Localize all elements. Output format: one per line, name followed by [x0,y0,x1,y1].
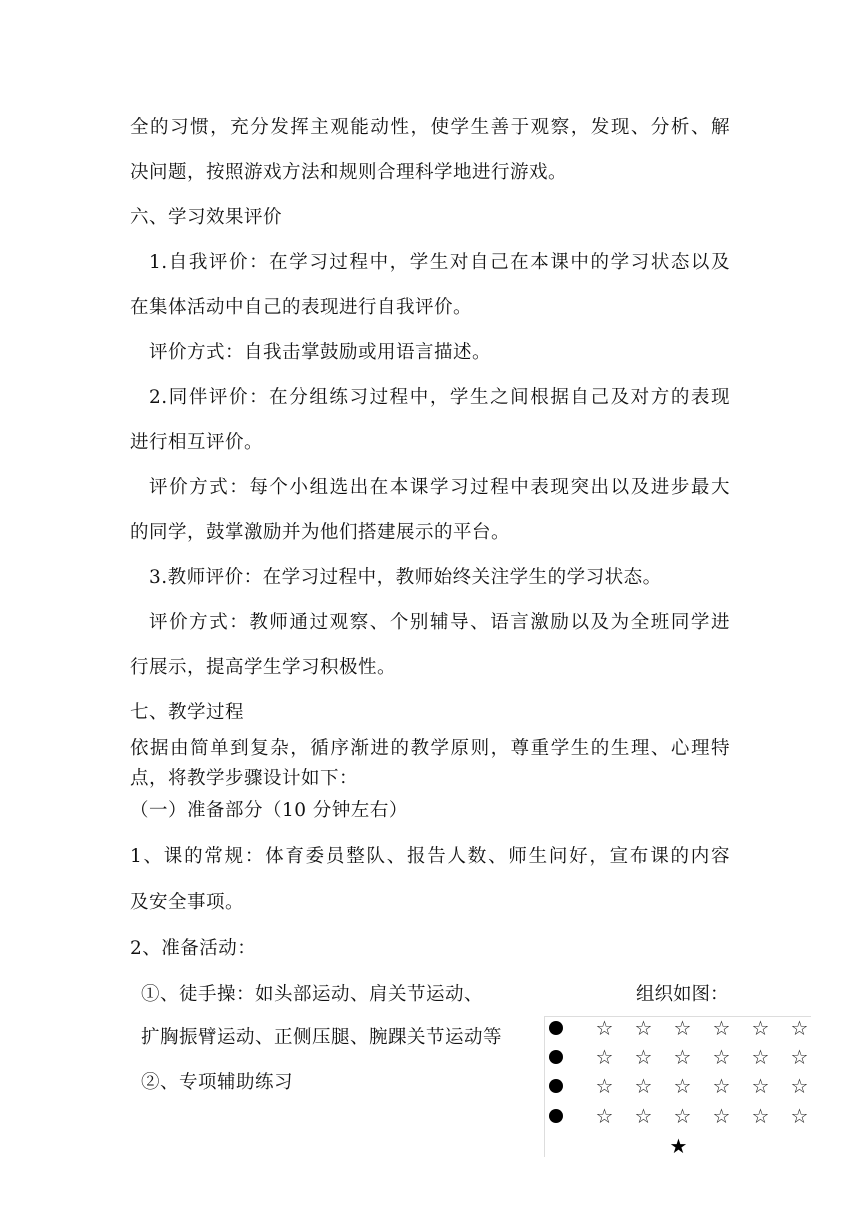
teacher-position [659,1135,698,1157]
star-outline-icon: ☆ [634,1045,653,1069]
paragraph-line: 决问题，按照游戏方法和规则合理科学地进行游戏。 [130,162,568,183]
paragraph-line: 评价方式：自我击掌鼓励或用语言描述。 [149,342,492,363]
paragraph-line: 点，将教学步骤设计如下： [130,768,359,789]
star-outline-icon: ☆ [712,1045,731,1069]
section-heading: 七、教学过程 [130,702,245,723]
list-item: ②、专项辅助练习 [141,1072,294,1093]
paragraph-line: 3.教师评价：在学习过程中，教师始终关注学生的学习状态。 [149,567,662,588]
star-outline-icon: ☆ [712,1104,731,1128]
dot-icon [549,1050,563,1064]
paragraph-line: 评价方式：每个小组选出在本课学习过程中表现突出以及进步最大 [149,477,730,498]
paragraph-line: 1.自我评价：在学习过程中，学生对自己在本课中的学习状态以及 [149,252,730,273]
formation-row [549,1046,819,1068]
star-outline-icon: ☆ [634,1074,653,1098]
star-outline-icon: ☆ [751,1104,770,1128]
paragraph-line: 2、准备活动： [130,938,257,959]
star-outline-icon: ☆ [790,1016,809,1040]
paragraph-line: 全的习惯，充分发挥主观能动性，使学生善于观察，发现、分析、解 [130,117,730,138]
paragraph-line: 的同学，鼓掌激励并为他们搭建展示的平台。 [130,522,511,543]
paragraph-line: 在集体活动中自己的表现进行自我评价。 [130,297,473,318]
list-item: 扩胸振臂运动、正侧压腿、腕踝关节运动等 [141,1027,503,1048]
star-outline-icon: ☆ [595,1104,614,1128]
dot-icon [549,1079,563,1093]
star-outline-icon: ☆ [673,1016,692,1040]
formation-row [549,1017,819,1039]
paragraph-line: 2.同伴评价：在分组练习过程中，学生之间根据自己及对方的表现 [149,387,730,408]
subsection-heading: （一）准备部分（10 分钟左右） [130,800,408,821]
formation-diagram [544,1016,811,1157]
dot-icon [549,1109,563,1123]
star-outline-icon: ☆ [595,1074,614,1098]
star-solid-icon: ★ [669,1134,688,1158]
star-outline-icon: ☆ [673,1104,692,1128]
formation-row [549,1105,819,1127]
star-outline-icon: ☆ [712,1016,731,1040]
paragraph-line: 及安全事项。 [130,892,245,913]
star-outline-icon: ☆ [712,1074,731,1098]
formation-label: 组织如图： [636,984,729,1005]
paragraph-line: 依据由简单到复杂，循序渐进的教学原则，尊重学生的生理、心理特 [130,738,730,759]
paragraph-line: 1、课的常规：体育委员整队、报告人数、师生问好，宣布课的内容 [130,846,730,867]
star-outline-icon: ☆ [790,1104,809,1128]
star-outline-icon: ☆ [634,1016,653,1040]
paragraph-line: 行展示，提高学生学习积极性。 [130,657,397,678]
paragraph-line: 进行相互评价。 [130,432,264,453]
star-outline-icon: ☆ [673,1045,692,1069]
star-outline-icon: ☆ [790,1074,809,1098]
section-heading: 六、学习效果评价 [130,207,283,228]
star-outline-icon: ☆ [673,1074,692,1098]
star-outline-icon: ☆ [751,1045,770,1069]
formation-row [549,1075,819,1097]
star-outline-icon: ☆ [595,1016,614,1040]
paragraph-line: 评价方式：教师通过观察、个别辅导、语言激励以及为全班同学进 [149,612,730,633]
star-outline-icon: ☆ [634,1104,653,1128]
star-outline-icon: ☆ [595,1045,614,1069]
list-item: ①、徒手操：如头部运动、肩关节运动、 [141,984,484,1005]
star-outline-icon: ☆ [751,1074,770,1098]
star-outline-icon: ☆ [790,1045,809,1069]
star-outline-icon: ☆ [751,1016,770,1040]
dot-icon [549,1021,563,1035]
